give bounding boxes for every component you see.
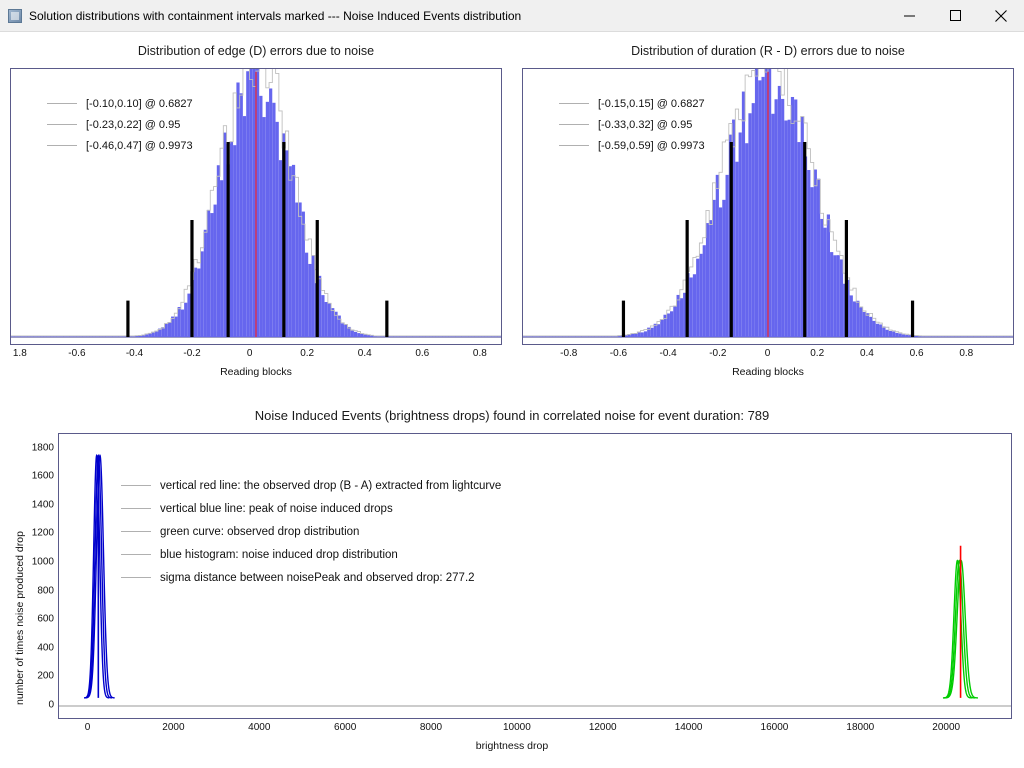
xtick-label: 10000 bbox=[502, 722, 531, 733]
legend-line-icon bbox=[121, 485, 151, 486]
xtick-label: -0.4 bbox=[125, 348, 144, 359]
xtick-label: -0.8 bbox=[560, 348, 578, 359]
ytick-label: 1000 bbox=[31, 556, 54, 568]
xtick-label: 0.8 bbox=[959, 348, 974, 359]
legend-line-icon bbox=[121, 577, 151, 578]
xtick-label: 0 bbox=[764, 348, 771, 359]
close-button[interactable] bbox=[978, 0, 1024, 31]
yaxis-label-noise-events: number of times noise produced drop bbox=[14, 531, 26, 705]
app-icon bbox=[8, 9, 22, 23]
legend-line-icon bbox=[47, 103, 77, 104]
xtick-label: 1.8 bbox=[12, 348, 27, 359]
legend-label: [-0.10,0.10] @ 0.6827 bbox=[86, 97, 193, 110]
annotation-item bbox=[121, 543, 501, 566]
legend-label: [-0.46,0.47] @ 0.9973 bbox=[86, 139, 193, 152]
xtick-label: 14000 bbox=[674, 722, 703, 733]
xtick-label: 20000 bbox=[932, 722, 961, 733]
xaxis-label-duration-errors: Reading blocks bbox=[732, 366, 804, 378]
xtick-label: 0.6 bbox=[909, 348, 924, 359]
xaxis-label-edge-errors: Reading blocks bbox=[220, 366, 292, 378]
annotation-item bbox=[121, 520, 501, 543]
chart-panel-noise-events bbox=[0, 408, 1024, 752]
xtick-label: 8000 bbox=[419, 722, 443, 733]
ytick-label: 800 bbox=[37, 585, 54, 597]
xtick-label: 0.8 bbox=[472, 348, 487, 359]
annotation-label: blue histogram: noise induced drop distribution bbox=[160, 548, 398, 561]
legend-label: [-0.33,0.32] @ 0.95 bbox=[598, 118, 693, 131]
legend-label: [-0.15,0.15] @ 0.6827 bbox=[598, 97, 705, 110]
xtick-label: 0.2 bbox=[300, 348, 315, 359]
xtick-label: 0.2 bbox=[810, 348, 825, 359]
legend-label: [-0.23,0.22] @ 0.95 bbox=[86, 118, 181, 131]
chart-panel-duration-errors bbox=[512, 44, 1024, 378]
xtick-label: 0 bbox=[84, 722, 91, 733]
annotation-item bbox=[121, 474, 501, 497]
legend-edge-errors bbox=[47, 93, 193, 156]
legend-item bbox=[559, 114, 705, 135]
xticks-noise-events bbox=[58, 722, 1012, 736]
legend-item bbox=[559, 93, 705, 114]
legend-line-icon bbox=[121, 531, 151, 532]
legend-line-icon bbox=[121, 508, 151, 509]
legend-line-icon bbox=[559, 124, 589, 125]
annotation-item bbox=[121, 566, 501, 589]
annotation-label: sigma distance between noisePeak and observed drop: 277.2 bbox=[160, 571, 475, 584]
xtick-label: -0.4 bbox=[659, 348, 677, 359]
ytick-label: 1800 bbox=[31, 442, 54, 454]
ytick-label: 400 bbox=[37, 642, 54, 654]
chart-title-edge-errors: Distribution of edge (D) errors due to noise bbox=[137, 44, 375, 58]
legend-line-icon bbox=[559, 103, 589, 104]
window-title-bar bbox=[0, 0, 1024, 32]
xtick-label: -0.2 bbox=[183, 348, 201, 359]
annotations-noise-events bbox=[121, 474, 501, 589]
legend-item bbox=[47, 93, 193, 114]
xtick-label: 0.4 bbox=[357, 348, 372, 359]
legend-item bbox=[47, 114, 193, 135]
ytick-label: 600 bbox=[37, 613, 54, 625]
ytick-label: 0 bbox=[48, 699, 54, 711]
annotation-item bbox=[121, 497, 501, 520]
ytick-label: 1600 bbox=[31, 470, 54, 482]
plot-axes-edge-errors bbox=[10, 68, 502, 345]
xticks-edge-errors bbox=[10, 348, 502, 362]
chart-title-duration-errors: Distribution of duration (R - D) errors due to noise bbox=[631, 44, 905, 58]
legend-label: [-0.59,0.59] @ 0.9973 bbox=[598, 139, 705, 152]
xtick-label: 2000 bbox=[162, 722, 185, 733]
window-controls bbox=[886, 0, 1024, 31]
legend-line-icon bbox=[47, 145, 77, 146]
plot-axes-duration-errors bbox=[522, 68, 1014, 345]
xtick-label: -0.6 bbox=[609, 348, 628, 359]
legend-line-icon bbox=[121, 554, 151, 555]
xtick-label: 6000 bbox=[334, 722, 357, 733]
ytick-label: 1400 bbox=[31, 499, 54, 511]
legend-duration-errors bbox=[559, 93, 705, 156]
legend-line-icon bbox=[47, 124, 77, 125]
xtick-label: 0.6 bbox=[415, 348, 430, 359]
chart-title-noise-events: Noise Induced Events (brightness drops) found in correlated noise for event duration: 789 bbox=[254, 408, 770, 423]
xtick-label: 12000 bbox=[588, 722, 617, 733]
xtick-label: 0.4 bbox=[859, 348, 874, 359]
minimize-button[interactable] bbox=[886, 0, 932, 31]
xaxis-label-noise-events: brightness drop bbox=[475, 740, 549, 752]
xtick-label: 0 bbox=[246, 348, 253, 359]
legend-item bbox=[47, 135, 193, 156]
annotation-label: green curve: observed drop distribution bbox=[160, 525, 360, 538]
xtick-label: 4000 bbox=[248, 722, 271, 733]
legend-item bbox=[559, 135, 705, 156]
xtick-label: 16000 bbox=[760, 722, 789, 733]
xticks-duration-errors bbox=[522, 348, 1014, 362]
window-title: Solution distributions with containment intervals marked --- Noise Induced Events distribution bbox=[29, 8, 522, 23]
plot-axes-noise-events bbox=[58, 433, 1012, 719]
xtick-label: -0.6 bbox=[68, 348, 86, 359]
xtick-label: -0.2 bbox=[709, 348, 727, 359]
ytick-label: 200 bbox=[37, 670, 54, 682]
maximize-button[interactable] bbox=[932, 0, 978, 31]
chart-panel-edge-errors bbox=[0, 44, 512, 378]
legend-line-icon bbox=[559, 145, 589, 146]
annotation-label: vertical red line: the observed drop (B - A) extracted from lightcurve bbox=[160, 479, 502, 492]
ytick-label: 1200 bbox=[31, 527, 54, 539]
xtick-label: 18000 bbox=[846, 722, 875, 733]
annotation-label: vertical blue line: peak of noise induced drops bbox=[160, 502, 393, 515]
